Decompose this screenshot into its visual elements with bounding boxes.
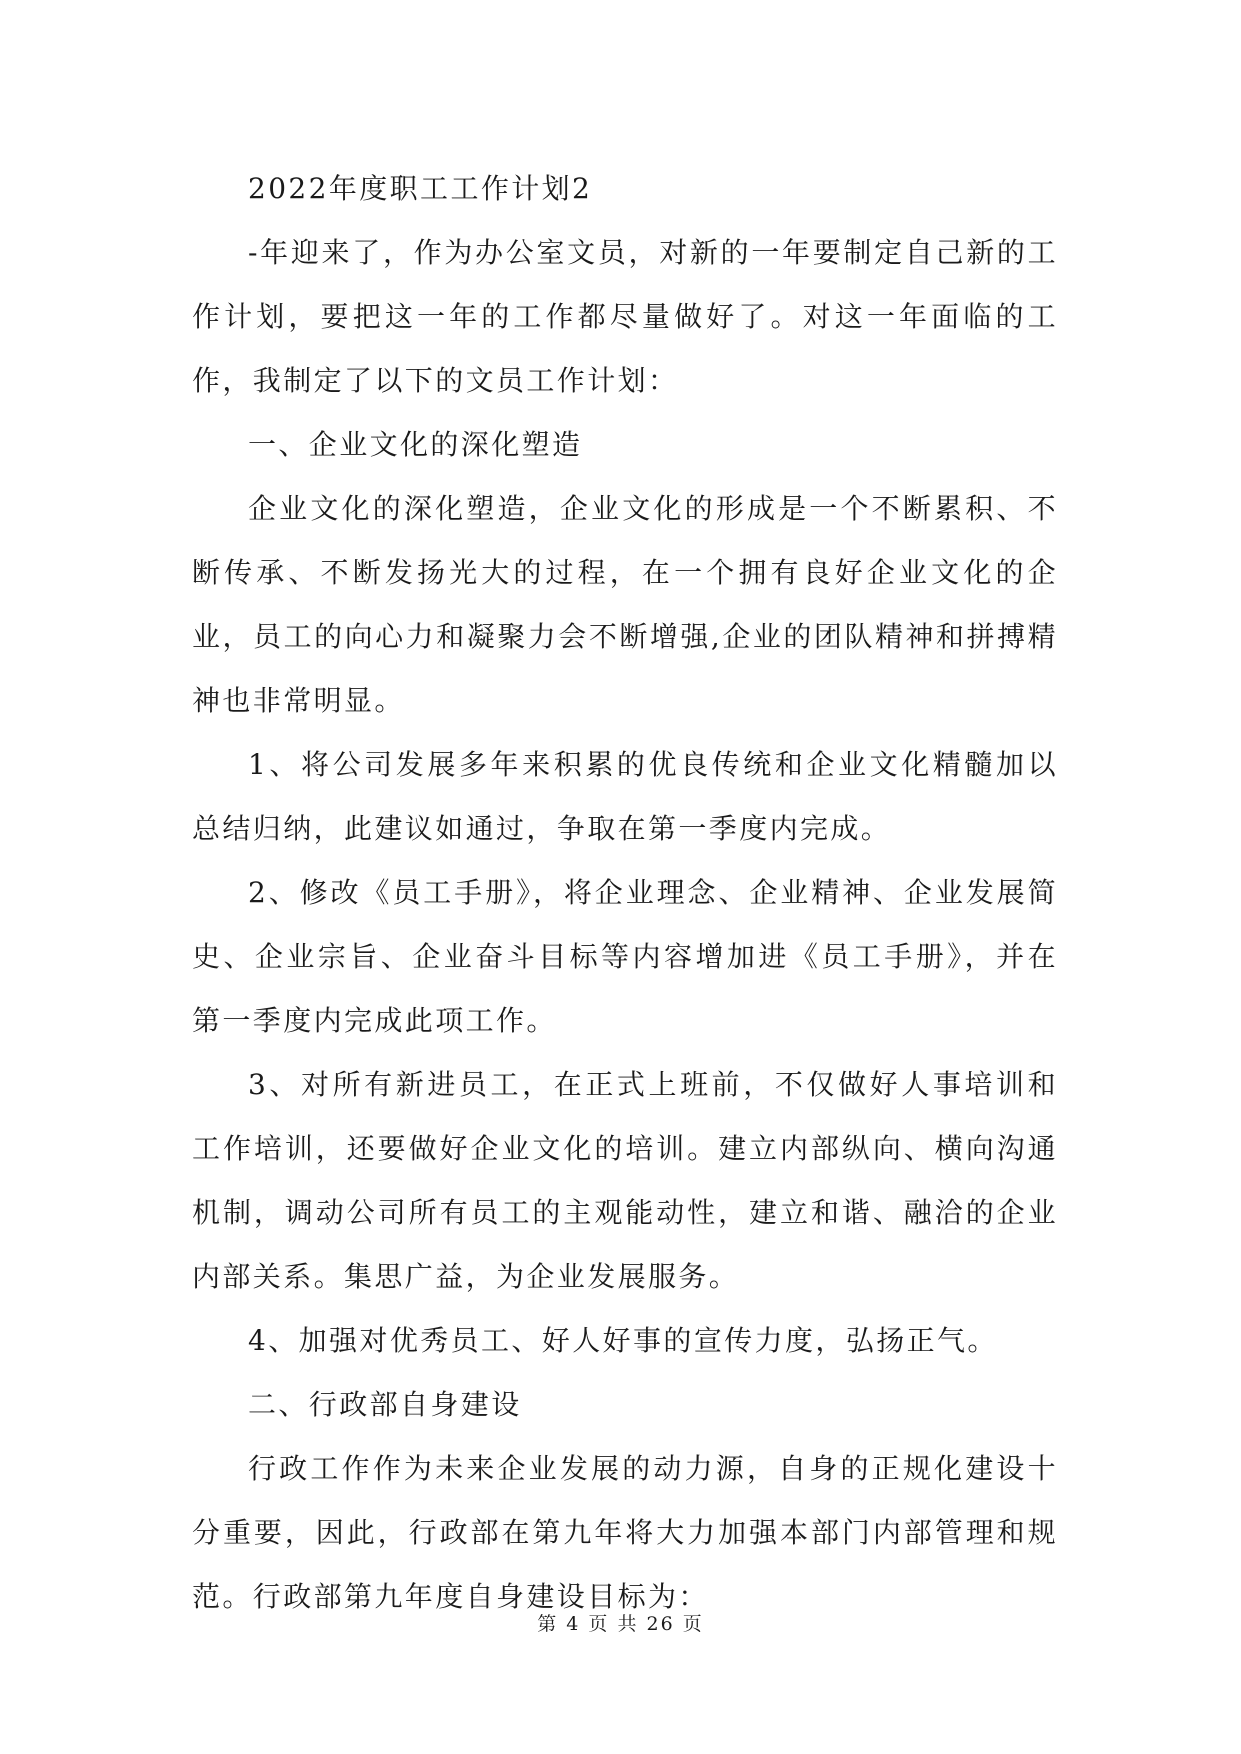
document-title: 2022年度职工工作计划2 xyxy=(248,172,593,205)
section-heading-culture: 一、企业文化的深化塑造 xyxy=(248,428,583,461)
list-item-1: 1、将公司发展多年来积累的优良传统和企业文化精髓加以总结归纳，此建议如通过，争取在第一季度内完成。 xyxy=(192,748,1058,845)
list-item-3: 3、对所有新进员工，在正式上班前，不仅做好人事培训和工作培训，还要做好企业文化的培训。建立内部纵向、横向沟通机制，调动公司所有员工的主观能动性，建立和谐、融洽的企业内部关系。集思广益，为企业发展服务。 xyxy=(192,1068,1058,1293)
page-number-footer: 第 4 页 共 26 页 xyxy=(537,1613,704,1635)
section-heading-admin: 二、行政部自身建设 xyxy=(248,1388,522,1421)
list-item-4: 4、加强对优秀员工、好人好事的宣传力度，弘扬正气。 xyxy=(248,1324,998,1357)
admin-paragraph: 行政工作作为未来企业发展的动力源，自身的正规化建设十分重要，因此，行政部在第九年将大力加强本部门内部管理和规范。行政部第九年度自身建设目标为： xyxy=(192,1452,1058,1613)
document-body xyxy=(192,157,1058,1629)
culture-paragraph: 企业文化的深化塑造，企业文化的形成是一个不断累积、不断传承、不断发扬光大的过程，在一个拥有良好企业文化的企业，员工的向心力和凝聚力会不断增强,企业的团队精神和拼搏精神也非常明显。 xyxy=(192,492,1058,717)
list-item-2: 2、修改《员工手册》，将企业理念、企业精神、企业发展简史、企业宗旨、企业奋斗目标等内容增加进《员工手册》，并在第一季度内完成此项工作。 xyxy=(192,876,1058,1037)
intro-paragraph: -年迎来了，作为办公室文员，对新的一年要制定自己新的工作计划，要把这一年的工作都尽量做好了。对这一年面临的工作，我制定了以下的文员工作计划： xyxy=(192,236,1058,397)
